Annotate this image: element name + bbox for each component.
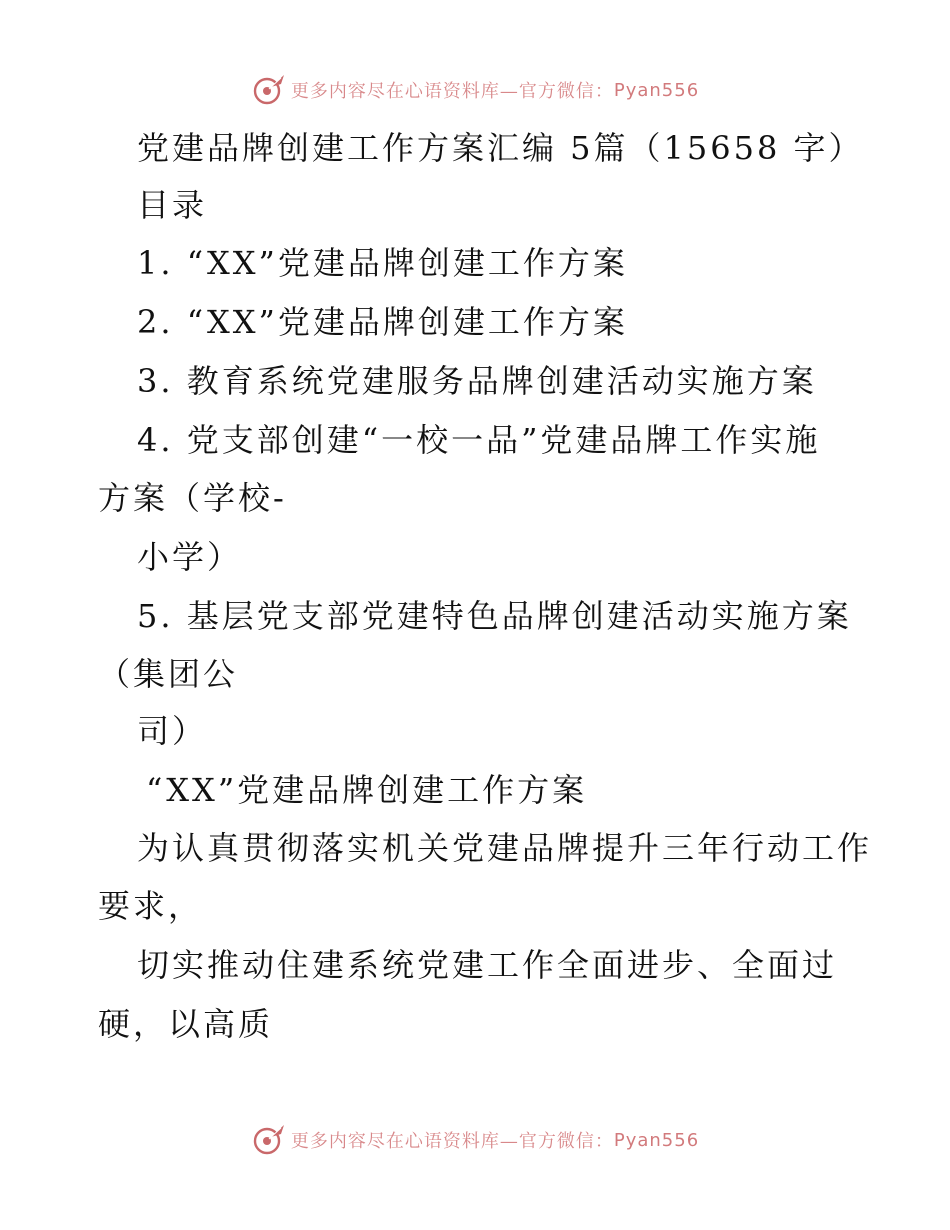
toc-heading: 目录	[137, 186, 208, 224]
quill-logo-icon	[251, 72, 287, 108]
watermark-header	[0, 70, 950, 110]
body-paragraph-line-2: 要求，	[98, 887, 204, 925]
section-title: “XX”党建品牌创建工作方案	[146, 771, 588, 809]
toc-item-2: 2. “XX”党建品牌创建工作方案	[137, 303, 628, 341]
watermark-text: 更多内容尽在心语资料库—官方微信：	[290, 1131, 614, 1152]
document-title: 党建品牌创建工作方案汇编 5篇（15658 字）	[137, 129, 864, 167]
body-paragraph-line-3: 切实推动住建系统党建工作全面进步、全面过	[137, 946, 838, 984]
toc-item-5-continued-2: 司）	[137, 712, 208, 750]
body-paragraph-line-4: 硬，以高质	[98, 1005, 274, 1043]
watermark-text: 更多内容尽在心语资料库—官方微信：	[290, 81, 614, 102]
toc-item-4-continued-2: 小学）	[137, 538, 243, 576]
toc-item-3: 3. 教育系统党建服务品牌创建活动实施方案	[137, 362, 817, 400]
quill-logo-icon	[251, 1122, 287, 1158]
toc-item-5-continued: （集团公	[98, 655, 239, 693]
body-paragraph-line-1: 为认真贯彻落实机关党建品牌提升三年行动工作	[137, 829, 873, 867]
toc-item-5: 5. 基层党支部党建特色品牌创建活动实施方案	[137, 597, 852, 635]
watermark-wechat-id: Pyan556	[613, 79, 700, 101]
toc-item-4-continued: 方案（学校-	[98, 479, 287, 517]
toc-item-1: 1. “XX”党建品牌创建工作方案	[137, 244, 628, 282]
toc-item-4: 4. 党支部创建“一校一品”党建品牌工作实施	[137, 421, 821, 459]
watermark-wechat-id: Pyan556	[613, 1129, 700, 1151]
watermark-footer	[0, 1120, 950, 1160]
